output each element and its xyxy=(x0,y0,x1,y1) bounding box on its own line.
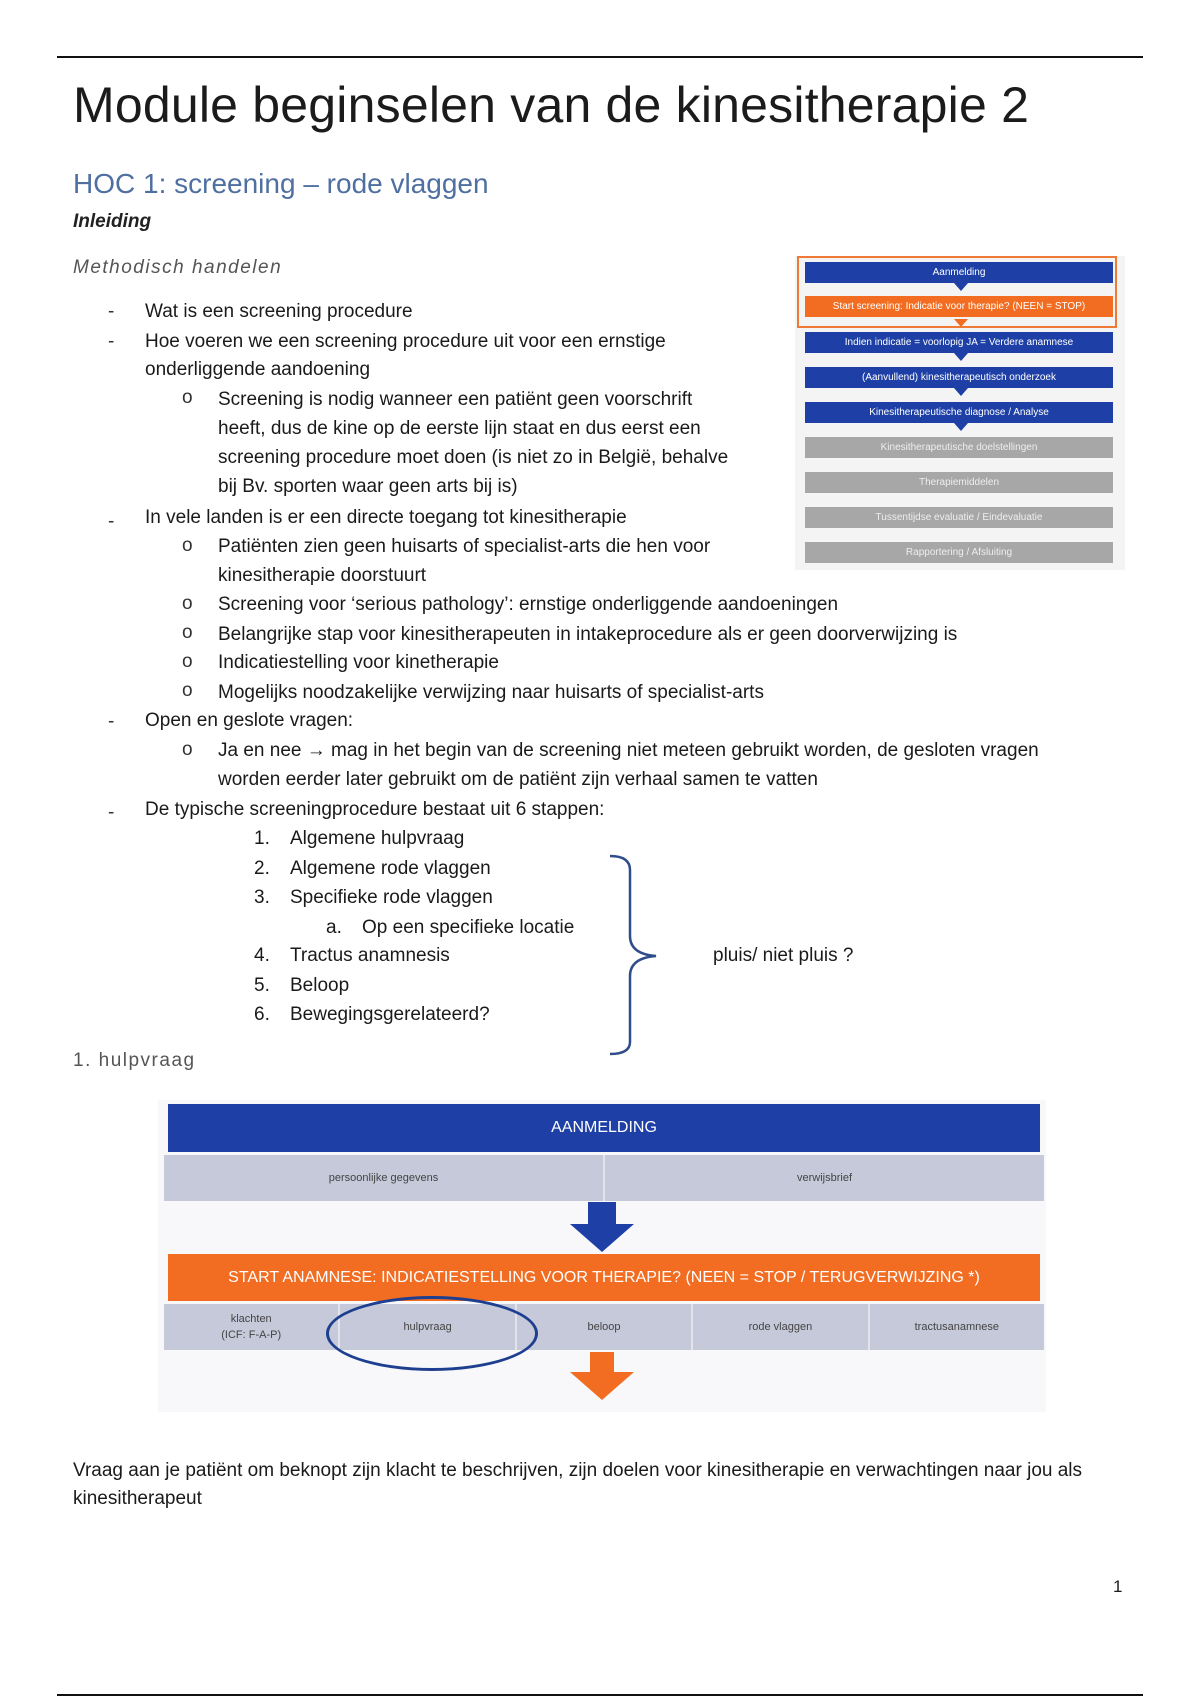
anamnesis-diagram xyxy=(158,1100,1046,1412)
bullet-2-line1: Hoe voeren we een screening procedure uit voor een ernstige xyxy=(145,331,666,352)
bullet-4: Open en geslote vragen: xyxy=(145,710,354,731)
sub-bullet-line: Mogelijks noodzakelijke verwijzing naar huisarts of specialist-arts xyxy=(218,682,764,703)
section2-heading: 1. hulpvraag xyxy=(73,1050,196,1071)
dash-marker: - xyxy=(108,301,115,322)
step-number: 6. xyxy=(254,1004,270,1025)
sub-bullet-line: worden eerder later gebruikt om de patiënt zijn verhaal samen te vatten xyxy=(218,769,818,790)
down-arrow-icon xyxy=(954,388,968,396)
down-arrow-icon xyxy=(954,353,968,361)
anamnesis-row xyxy=(164,1304,1044,1350)
step-text: Specifieke rode vlaggen xyxy=(290,887,493,908)
flow-step-3: Indien indicatie = voorlopig JA = Verdere anamnese xyxy=(805,332,1113,353)
step-number: 5. xyxy=(254,975,270,996)
complaints-icf-label: (ICF: F-A-P) xyxy=(221,1329,282,1341)
bullet-1: Wat is een screening procedure xyxy=(145,301,413,322)
sub-bullet-line: heeft, dus de kine op de eerste lijn staat en dus eerst een xyxy=(218,418,701,439)
cell-course: beloop xyxy=(517,1304,693,1350)
circle-marker: o xyxy=(182,739,193,760)
flow-step-1: Aanmelding xyxy=(805,262,1113,283)
bottom-rule xyxy=(57,1694,1143,1696)
step-number: 2. xyxy=(254,858,270,879)
sub-bullet-line: Indicatiestelling voor kinetherapie xyxy=(218,652,499,673)
step-number: 3. xyxy=(254,887,270,908)
dash-marker: - xyxy=(108,802,115,823)
flow-step-4: (Aanvullend) kinesitherapeutisch onderzoek xyxy=(805,367,1113,388)
step-text: Algemene hulpvraag xyxy=(290,828,465,849)
cell-help-question: hulpvraag xyxy=(340,1304,516,1350)
bullet-3: In vele landen is er een directe toegang tot kinesitherapie xyxy=(145,507,627,528)
sub-bullet-line: Screening is nodig wanneer een patiënt geen voorschrift xyxy=(218,389,693,410)
flow-step-8: Tussentijdse evaluatie / Eindevaluatie xyxy=(805,507,1113,528)
sub-bullet-line: Ja en nee → mag in het begin van de screening niet meteen gebruikt worden, de gesloten vragen xyxy=(218,740,1039,761)
small-flowchart xyxy=(795,256,1125,570)
step-text: Tractus anamnesis xyxy=(290,945,450,966)
circle-marker: o xyxy=(182,622,193,643)
step-text: Algemene rode vlaggen xyxy=(290,858,491,879)
flow-step-7: Therapiemiddelen xyxy=(805,472,1113,493)
cell-complaints xyxy=(164,1304,340,1350)
sub-bullet-line: kinesitherapie doorstuurt xyxy=(218,565,427,586)
top-rule xyxy=(57,56,1143,58)
anamnesis-header: START ANAMNESE: INDICATIESTELLING VOOR THERAPIE? (NEEN = STOP / TERUGVERWIJZING *) xyxy=(168,1254,1040,1301)
section-heading: HOC 1: screening – rode vlaggen xyxy=(73,168,489,199)
circle-marker: o xyxy=(182,593,193,614)
down-arrow-icon xyxy=(570,1352,634,1400)
cell-personal-data: persoonlijke gegevens xyxy=(164,1155,605,1201)
cell-referral-letter: verwijsbrief xyxy=(796,1172,852,1184)
cell-red-flags: rode vlaggen xyxy=(693,1304,869,1350)
sub-bullet-line: Screening voor ‘serious pathology’: ernstige onderliggende aandoeningen xyxy=(218,594,839,615)
aanmelding-header: AANMELDING xyxy=(168,1104,1040,1152)
circle-marker: o xyxy=(182,651,193,672)
step-number: 4. xyxy=(254,945,270,966)
sub-heading: Methodisch handelen xyxy=(73,257,283,278)
intro-heading: Inleiding xyxy=(73,211,152,232)
sub-bullet-line: screening procedure moet doen (is niet zo in België, behalve xyxy=(218,447,729,468)
sub-bullet-line: Patiënten zien geen huisarts of specialist-arts die hen voor xyxy=(218,536,711,557)
sub-bullet-line: Belangrijke stap voor kinesitherapeuten in intakeprocedure als er geen doorverwijzing is xyxy=(218,624,958,645)
page-number: 1 xyxy=(1113,1577,1123,1596)
circle-marker: o xyxy=(182,680,193,701)
step-text: Op een specifieke locatie xyxy=(362,917,575,938)
step-text: Bewegingsgerelateerd? xyxy=(290,1004,490,1025)
flow-step-2: Start screening: Indicatie voor therapie? (NEEN = STOP) xyxy=(805,296,1113,317)
circle-marker: o xyxy=(182,535,193,556)
bullet-2-line2: onderliggende aandoening xyxy=(145,359,371,380)
flow-step-5: Kinesitherapeutische diagnose / Analyse xyxy=(805,402,1113,423)
flow-step-9: Rapportering / Afsluiting xyxy=(805,542,1113,563)
circle-marker: o xyxy=(182,387,193,408)
down-arrow-icon xyxy=(954,423,968,431)
registration-row xyxy=(164,1155,1044,1201)
complaints-label: klachten xyxy=(230,1313,272,1325)
sub-bullet-line: bij Bv. sporten waar geen arts bij is) xyxy=(218,476,518,497)
step-number: 1. xyxy=(254,828,270,849)
dash-marker: - xyxy=(108,711,115,732)
dash-marker: - xyxy=(108,331,115,352)
document-title: Module beginselen van de kinesitherapie 2 xyxy=(73,77,1030,133)
step-number: a. xyxy=(326,917,342,938)
bullet-5: De typische screeningprocedure bestaat uit 6 stappen: xyxy=(145,799,605,820)
highlight-frame xyxy=(797,256,1117,328)
brace-label: pluis/ niet pluis ? xyxy=(713,945,854,966)
cell-tract-anamnesis: tractusanamnese xyxy=(914,1321,1000,1333)
step-text: Beloop xyxy=(290,975,350,996)
down-arrow-icon xyxy=(954,319,968,327)
dash-marker: - xyxy=(108,511,115,532)
body-paragraph: Vraag aan je patiënt om beknopt zijn klacht te beschrijven, zijn doelen voor kinesitherapie en verwachtingen naar jou als kinesitherapeut xyxy=(73,1460,1083,1509)
down-arrow-icon xyxy=(570,1202,634,1252)
flow-step-6: Kinesitherapeutische doelstellingen xyxy=(805,437,1113,458)
curly-brace-icon xyxy=(600,848,668,1058)
highlight-oval xyxy=(326,1296,538,1371)
